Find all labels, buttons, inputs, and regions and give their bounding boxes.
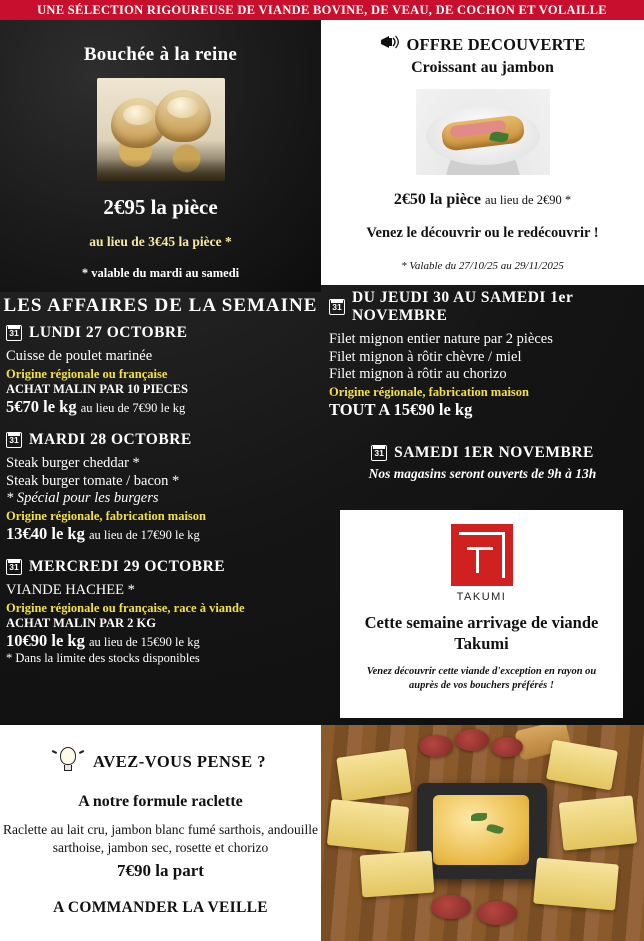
salami-slice	[431, 895, 471, 919]
raclette-panel	[0, 725, 321, 941]
deal-line: Steak burger cheddar *	[6, 454, 140, 471]
croissant-au-jambon-photo	[416, 89, 550, 175]
deal-old-price: au lieu de 7€90 le kg	[80, 400, 186, 415]
deal-old-price: au lieu de 17€90 le kg	[88, 528, 200, 543]
day-label: MERCREDI 29 OCTOBRE	[29, 558, 226, 576]
takumi-glyph-icon	[459, 532, 505, 578]
takumi-note: Venez découvrir cette viande d'exception en rayon ou auprès de vos bouchers préférés !	[366, 666, 597, 692]
calendar-icon	[6, 325, 22, 341]
raclette-price: 7€90 la part	[117, 861, 204, 881]
salami-slice	[477, 901, 517, 925]
bulb-glass	[60, 747, 76, 765]
bulb-ray-right	[79, 750, 84, 754]
deal-block-mercredi	[0, 580, 321, 676]
raclette-description: Raclette au lait cru, jambon blanc fumé sarthois, andouille sarthoise, jambon sec, rosette et chorizo	[3, 822, 318, 856]
offre-price-row	[321, 191, 644, 209]
deal-block-lundi	[0, 346, 321, 427]
salami-slice	[419, 735, 453, 757]
day-row-mercredi	[0, 554, 321, 580]
day-label: LUNDI 27 OCTOBRE	[29, 324, 188, 341]
bouchee-title: Bouchée à la reine	[83, 44, 238, 65]
bouchee-a-la-reine-photo	[97, 78, 225, 181]
cheese-wedge	[360, 851, 435, 898]
day-row-mardi	[0, 427, 321, 453]
herb-leaf	[471, 813, 487, 821]
lightbulb-icon	[55, 747, 81, 777]
takumi-title: Cette semaine arrivage de viande Takumi	[364, 613, 599, 653]
deal-note: * Spécial pour les burgers	[6, 490, 159, 507]
deal-block-mardi	[0, 453, 321, 554]
cheese-wedge	[533, 858, 619, 911]
raclette-heading-row	[0, 747, 321, 777]
offre-title-row	[321, 34, 644, 55]
deal-price-row	[6, 631, 315, 651]
day-row-lundi	[0, 320, 321, 346]
offre-old-price: au lieu de 2€90 *	[485, 193, 572, 207]
cheese-wedge	[327, 799, 409, 853]
affaires-heading: LES AFFAIRES DE LA SEMAINE	[3, 295, 318, 316]
bulb-base	[64, 765, 72, 771]
deal-price: 5€70 le kg	[6, 396, 77, 416]
samedi-day-row	[321, 444, 644, 462]
day-label: MARDI 28 OCTOBRE	[29, 430, 192, 448]
offre-cta: Venez le découvrir ou le redécouvrir !	[366, 225, 599, 241]
calendar-icon	[329, 299, 345, 315]
bouchee-old-price: au lieu de 3€45 la pièce *	[89, 234, 232, 249]
pastry-filling-right	[167, 97, 199, 118]
raclette-cta: A COMMANDER LA VEILLE	[53, 899, 268, 917]
takumi-brand-name: TAKUMI	[456, 591, 507, 603]
calendar-icon	[6, 559, 22, 575]
deal-origin: Origine régionale ou française	[6, 366, 168, 381]
deal-price: 10€90 le kg	[6, 631, 85, 651]
calendar-icon	[371, 445, 387, 461]
pastry-filling-left	[123, 105, 153, 125]
takumi-logo	[451, 524, 513, 586]
deal-promo-label: ACHAT MALIN PAR 10 PIECES	[6, 381, 188, 396]
deal-price-row	[6, 397, 315, 417]
deal-line: VIANDE HACHEE *	[6, 582, 135, 599]
raclette-cheese-board-photo	[321, 725, 644, 941]
offre-price: 2€50 la pièce	[393, 191, 481, 208]
deal-line: Filet mignon entier nature par 2 pièces	[329, 331, 553, 347]
salami-slice	[455, 729, 489, 751]
deal-line: Cuisse de poulet marinée	[6, 348, 153, 364]
deal-price-row	[329, 400, 638, 420]
photo-shadow	[97, 159, 225, 181]
megaphone-icon	[379, 34, 399, 55]
deal-price-row	[6, 524, 315, 544]
deal-block-filet-mignon	[321, 329, 644, 430]
day-label: SAMEDI 1ER NOVEMBRE	[394, 444, 594, 462]
deal-origin: Origine régionale ou française, race à viande	[6, 600, 245, 615]
offre-title: OFFRE DECOUVERTE	[406, 34, 586, 54]
cheese-wedge	[559, 795, 638, 850]
deal-line: Filet mignon à rôtir au chorizo	[329, 366, 507, 383]
day-label: DU JEUDI 30 AU SAMEDI 1er NOVEMBRE	[352, 289, 574, 324]
top-banner: UNE SÉLECTION RIGOUREUSE DE VIANDE BOVINE, DE VEAU, DE COCHON ET VOLAILLE	[0, 0, 644, 20]
cheese-wedge	[546, 740, 618, 791]
bouchee-price: 2€95 la pièce	[103, 195, 218, 219]
takumi-panel	[340, 510, 623, 718]
samedi-opening-note: Nos magasins seront ouverts de 9h à 13h	[368, 466, 597, 482]
offre-subtitle: Croissant au jambon	[411, 59, 554, 76]
deal-origin: Origine régionale, fabrication maison	[6, 509, 206, 523]
melted-cheese-shape	[433, 795, 529, 865]
deal-line: Filet mignon à rôtir chèvre / miel	[329, 348, 522, 365]
day-row-jeudi-samedi	[321, 285, 644, 329]
deal-stock-note: * Dans la limite des stocks disponibles	[6, 651, 200, 666]
offre-decouverte-panel	[321, 20, 644, 285]
deal-promo-label: ACHAT MALIN PAR 2 KG	[6, 616, 156, 631]
deal-origin: Origine régionale, fabrication maison	[329, 385, 529, 400]
deal-old-price: au lieu de 15€90 le kg	[88, 635, 200, 650]
deals-left-column	[0, 320, 321, 725]
cheese-wedge	[336, 748, 411, 801]
deal-line: Steak burger tomate / bacon *	[6, 472, 180, 489]
bulb-ray-left	[52, 750, 57, 754]
bouchee-validity: * valable du mardi au samedi	[81, 266, 240, 280]
bouchee-panel	[0, 20, 321, 292]
calendar-icon	[6, 432, 22, 448]
salami-slice	[491, 737, 523, 757]
raclette-formule: A notre formule raclette	[78, 793, 243, 810]
offre-validity: * Valable du 27/10/25 au 29/11/2025	[401, 260, 564, 272]
deal-price: 13€40 le kg	[6, 524, 85, 544]
samedi-opening-block	[321, 444, 644, 482]
raclette-heading: AVEZ-VOUS PENSE ?	[93, 752, 266, 771]
deal-price: TOUT A 15€90 le kg	[329, 400, 473, 420]
